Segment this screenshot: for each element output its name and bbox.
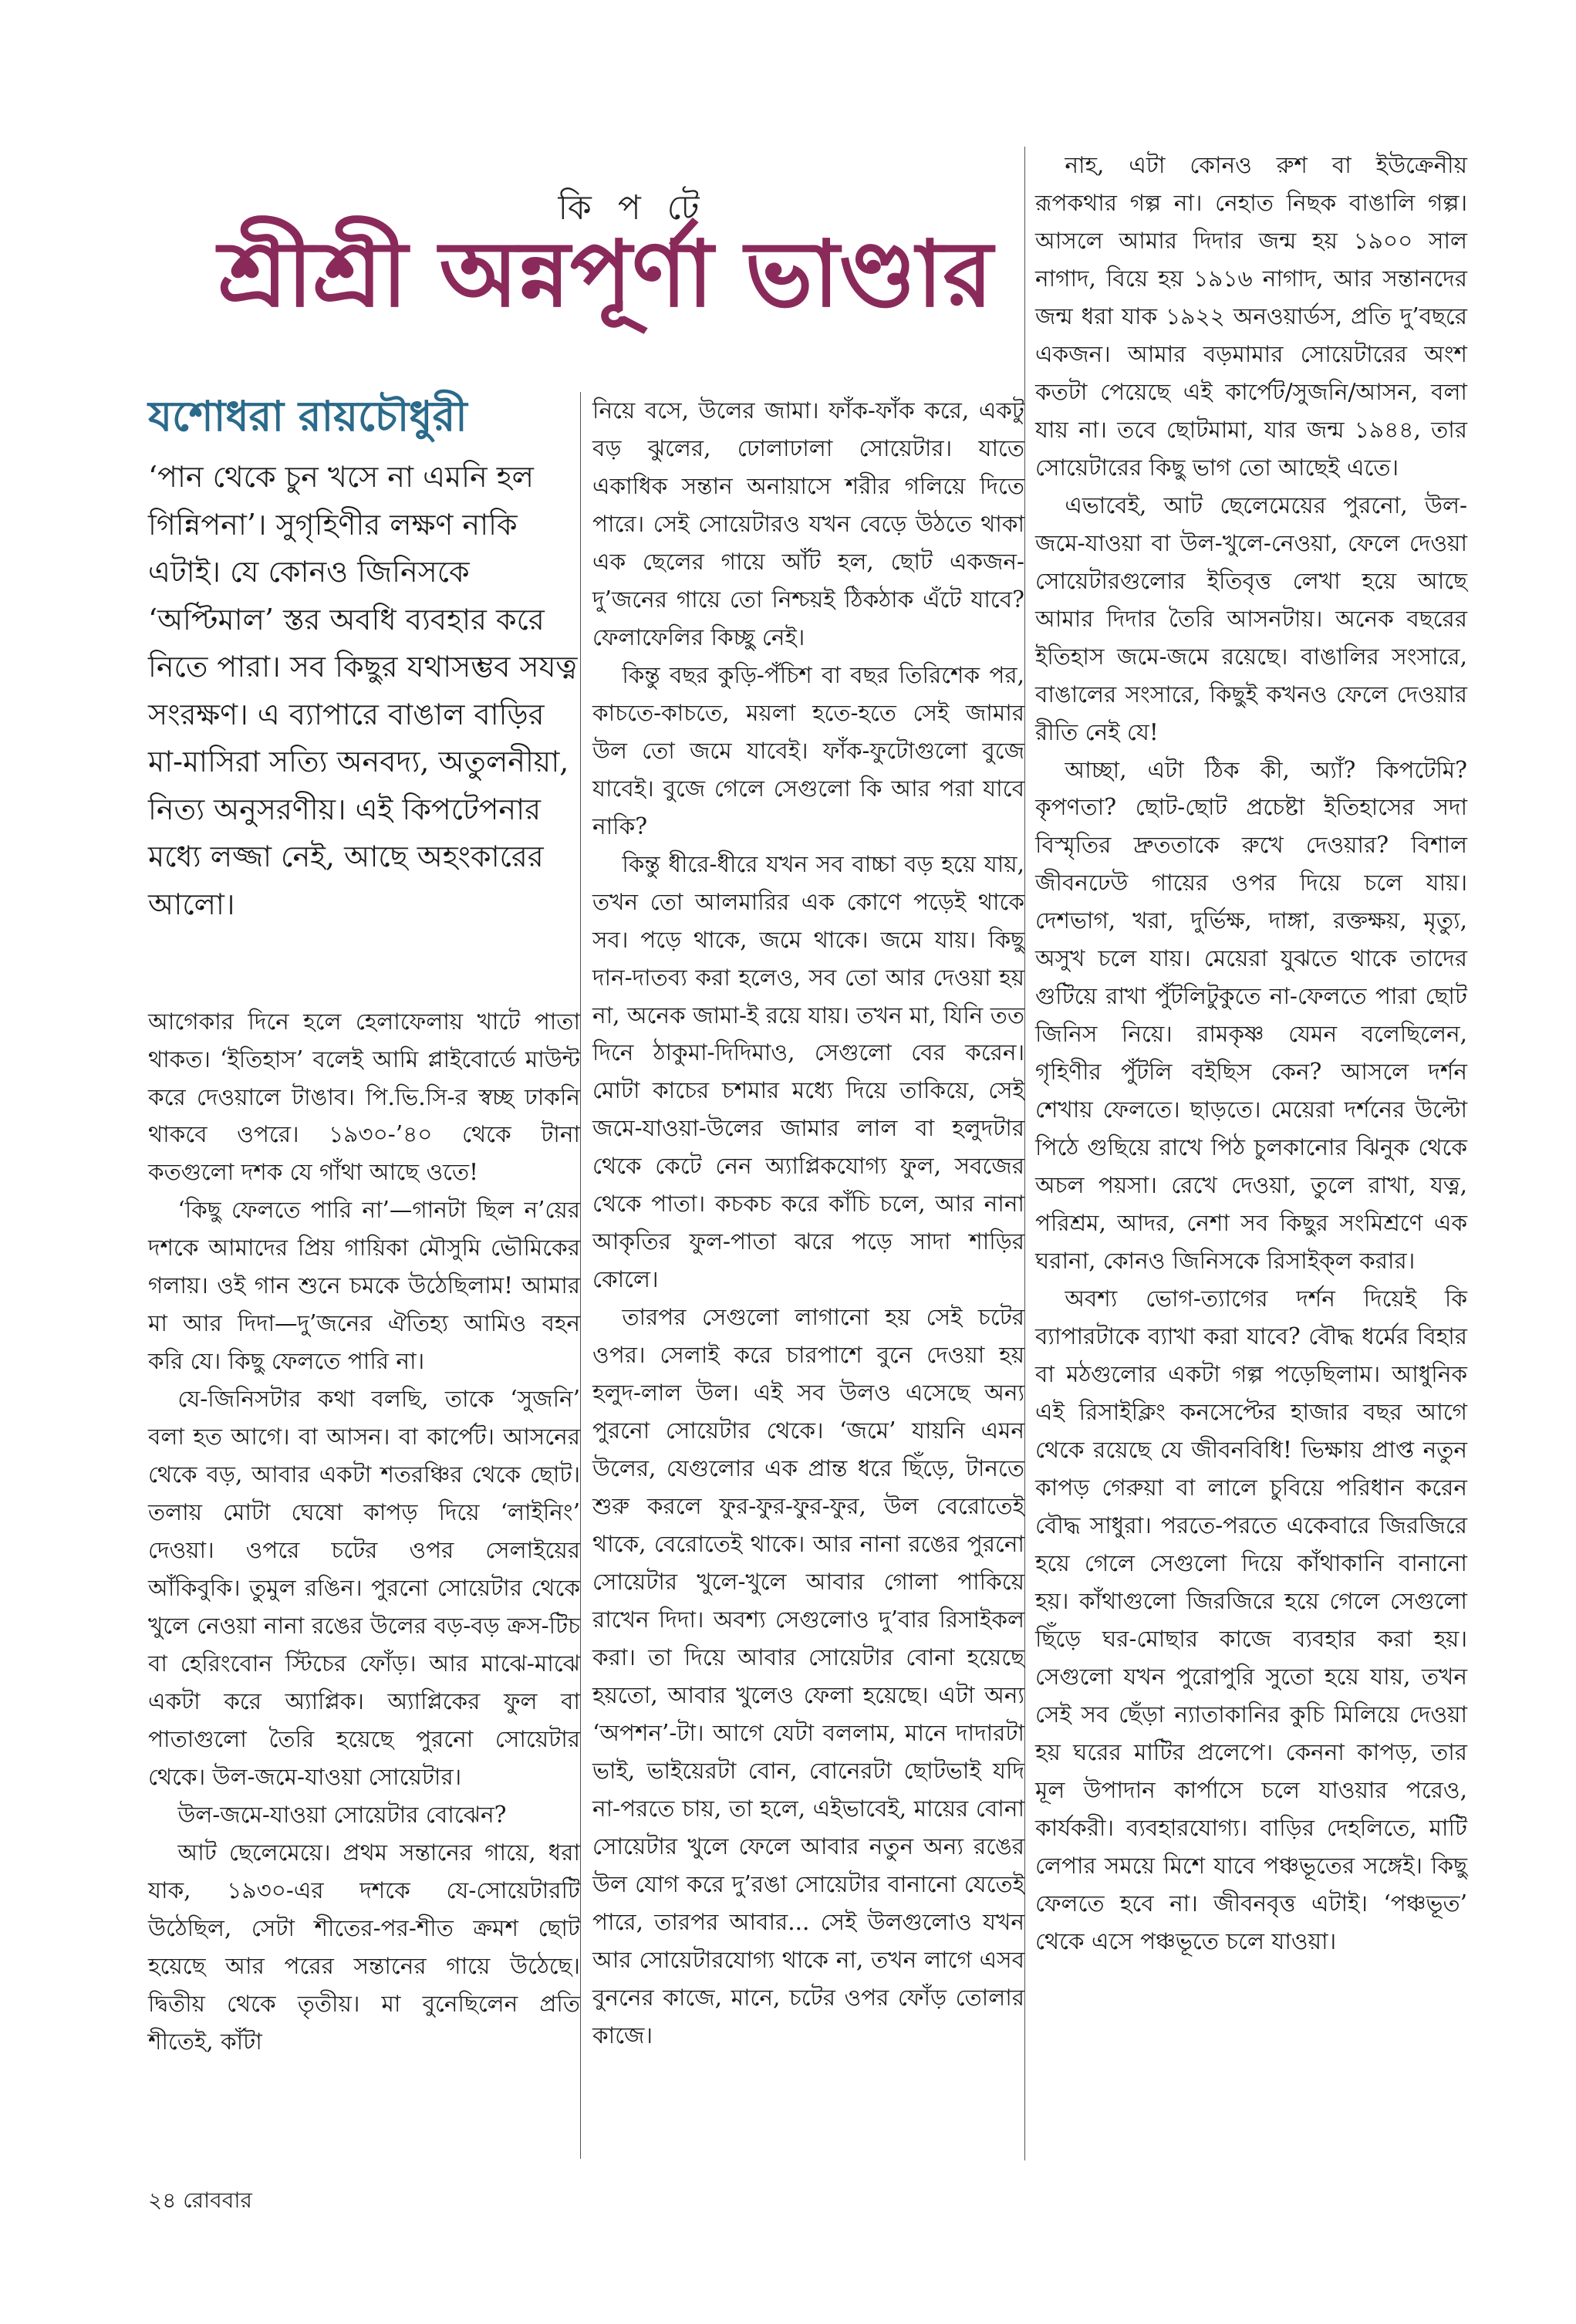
body-paragraph: কিন্তু ধীরে-ধীরে যখন সব বাচ্চা বড় হয়ে যায়, তখন তো আলমারির এক কোণে পড়েই থাকে সব। পড়ে থাকে, জমে থাকে। জমে যায়। কিছু দান-দাতব্য করা হলেও, সব তো আর দেওয়া হয় না, অনেক জামা-ই রয়ে যায়। তখন মা, যিনি তত দিনে ঠাকুমা-দিদিমাও, সেগুলো বের করেন। মোটা কাচের চশমার মধ্যে দিয়ে তাকিয়ে, সেই জমে-যাওয়া-উলের জামার লাল বা হলুদটার থেকে কেটে নেন অ্যাপ্লিকযোগ্য ফুল, সবজের থেকে পাতা। কচকচ করে কাঁচি চলে, আর নানা আকৃতির ফুল-পাতা ঝরে পড়ে সাদা শাড়ির কোলে। bbox=[592, 850, 1024, 1293]
body-paragraph: কিন্তু বছর কুড়ি-পঁচিশ বা বছর তিরিশেক পর, কাচতে-কাচতে, ময়লা হতে-হতে সেই জামার উল তো জমে যাবেই। ফাঁক-ফুটোগুলো বুজে যাবেই। বুজে গেলে সেগুলো কি আর পরা যাবে নাকি? bbox=[592, 661, 1024, 839]
body-paragraph: নাহ, এটা কোনও রুশ বা ইউক্রেনীয় রূপকথার গল্প না। নেহাত নিছক বাঙালি গল্প। আসলে আমার দিদার জন্ম হয় ১৯০০ সাল নাগাদ, বিয়ে হয় ১৯১৬ নাগাদ, আর সন্তানদের জন্ম ধরা যাক ১৯২২ অনওয়ার্ডস, প্রতি দু’বছরে একজন। আমার বড়মামার সোয়েটারের অংশ কতটা পেয়েছে এই কার্পেট/সুজনি/আসন, বলা যায় না। তবে ছোটমামা, যার জন্ম ১৯৪৪, তার সোয়েটারের কিছু ভাগ তো আছেই এতে। bbox=[1035, 152, 1467, 481]
article-title: শ্রীশ্রী অন্নপূর্ণা ভাণ্ডার bbox=[218, 220, 994, 327]
column-rule-1 bbox=[580, 392, 581, 2159]
body-paragraph: যে-জিনিসটার কথা বলছি, তাকে ‘সুজনি’ বলা হত আগে। বা আসন। বা কার্পেট। আসনের থেকে বড়, আবার একটা শতরঞ্চির থেকে ছোট। তলায় মোটা ঘেষো কাপড় দিয়ে ‘লাইনিং’ দেওয়া। ওপরে চটের ওপর সেলাইয়ের আঁকিবুকি। তুমুল রঙিন। পুরনো সোয়েটার থেকে খুলে নেওয়া নানা রঙের উলের বড়-বড় ক্রস-টিচ বা হেরিংবোন স্টিচের ফোঁড়। আর মাঝে-মাঝে একটা করে অ্যাপ্লিক। অ্যাপ্লিকের ফুল বা পাতাগুলো তৈরি হয়েছে পুরনো সোয়েটার থেকে। উল-জমে-যাওয়া সোয়েটার। bbox=[148, 1386, 580, 1790]
column-1 bbox=[148, 392, 580, 2061]
body-paragraph: নিয়ে বসে, উলের জামা। ফাঁক-ফাঁক করে, একটু বড় ঝুলের, ঢোলাঢালা সোয়েটার। যাতে একাধিক সন্তান অনায়াসে শরীর গলিয়ে দিতে পারে। সেই সোয়েটারও যখন বেড়ে উঠতে থাকা এক ছেলের গায়ে আঁট হল, ছোট একজন-দু’জনের গায়ে তো নিশ্চয়ই ঠিকঠাক এঁটে যাবে? ফেলাফেলির কিচ্ছু নেই। bbox=[592, 397, 1024, 650]
column-2 bbox=[592, 392, 1024, 2055]
body-paragraph: আচ্ছা, এটা ঠিক কী, অ্যাঁ? কিপটেমি? কৃপণতা? ছোট-ছোট প্রচেষ্টা ইতিহাসের সদা বিস্মৃতির দ্রুততাকে রুখে দেওয়ার? বিশাল জীবনঢেউ গায়ের ওপর দিয়ে চলে যায়। দেশভাগ, খরা, দুর্ভিক্ষ, দাঙ্গা, রক্তক্ষয়, মৃত্যু, অসুখ চলে যায়। মেয়েরা যুঝতে থাকে তাদের গুটিয়ে রাখা পুঁটলিটুকুতে না-ফেলতে পারা ছোট জিনিস নিয়ে। রামকৃষ্ণ যেমন বলেছিলেন, গৃহিণীর পুঁটলি বইছিস কেন? আসলে দর্শন শেখায় ফেলতে। ছাড়তে। মেয়েরা দর্শনের উল্টো পিঠে গুছিয়ে রাখে পিঠ চুলকানোর ঝিনুক থেকে অচল পয়সা। রেখে দেওয়া, তুলে রাখা, যত্ন, পরিশ্রম, আদর, নেশা সব কিছুর সংমিশ্রণে এক ঘরানা, কোনও জিনিসকে রিসাইক্‌ল করার। bbox=[1035, 756, 1467, 1275]
body-paragraph: তারপর সেগুলো লাগানো হয় সেই চটের ওপর। সেলাই করে চারপাশে বুনে দেওয়া হয় হলুদ-লাল উল। এই সব উলও এসেছে অন্য পুরনো সোয়েটার থেকে। ‘জমে’ যায়নি এমন উলের, যেগুলোর এক প্রান্ত ধরে ছিঁড়ে, টানতে শুরু করলে ফুর-ফুর-ফুর-ফুর, উল বেরোতেই থাকে, বেরোতেই থাকে। আর নানা রঙের পুরনো সোয়েটার খুলে-খুলে আবার গোলা পাকিয়ে রাখেন দিদা। অবশ্য সেগুলোও দু’বার রিসাইকল করা। তা দিয়ে আবার সোয়েটার বোনা হয়েছে হয়তো, আবার খুলেও ফেলা হয়েছে। এটা অন্য ‘অপশন’-টা। আগে যেটা বললাম, মানে দাদারটা ভাই, ভাইয়েরটা বোন, বোনেরটা ছোটভাই যদি না-পরতে চায়, তা হলে, এইভাবেই, মায়ের বোনা সোয়েটার খুলে ফেলে আবার নতুন অন্য রঙের উল যোগ করে দু’রঙা সোয়েটার বানানো যেতেই পারে, তারপর আবার... সেই উলগুলোও যখন আর সোয়েটারযোগ্য থাকে না, তখন লাগে এসব বুননের কাজে, মানে, চটের ওপর ফোঁড় তোলার কাজে। bbox=[592, 1304, 1024, 2049]
body-paragraph: ‘কিছু ফেলতে পারি না’—গানটা ছিল ন’য়ের দশকে আমাদের প্রিয় গায়িকা মৌসুমি ভৌমিকের গলায়। ওই গান শুনে চমকে উঠেছিলাম! আমার মা আর দিদা—দু’জনের ঐতিহ্য আমিও বহন করি যে। কিছু ফেলতে পারি না। bbox=[148, 1197, 580, 1375]
body-paragraph: উল-জমে-যাওয়া সোয়েটার বোঝেন? bbox=[177, 1801, 507, 1828]
page-footer: ২৪ রোববার bbox=[148, 2187, 252, 2213]
column-3 bbox=[1035, 147, 1467, 1961]
body-paragraph: আগেকার দিনে হলে হেলাফেলায় খাটে পাতা থাকত। ‘ইতিহাস’ বলেই আমি প্লাইবোর্ডে মাউন্ট করে দেওয়ালে টাঙাব। পি.ভি.সি-র স্বচ্ছ ঢাকনি থাকবে ওপরে। ১৯৩০-’৪০ থেকে টানা কতগুলো দশক যে গাঁথা আছে ওতে! bbox=[148, 1008, 580, 1186]
author-name: যশোধরা রায়চৌধুরী bbox=[148, 391, 467, 441]
column-rule-2 bbox=[1024, 147, 1025, 2160]
section-kicker: কি প টে bbox=[558, 188, 707, 228]
body-paragraph: অবশ্য ভোগ-ত্যাগের দর্শন দিয়েই কি ব্যাপারটাকে ব্যাখা করা যাবে? বৌদ্ধ ধর্মের বিহার বা মঠগুলোর একটা গল্প পড়েছিলাম। আধুনিক এই রিসাইক্লিং কনসেপ্টের হাজার বছর আগে থেকে রয়েছে যে জীবনবিধি! ভিক্ষায় প্রাপ্ত নতুন কাপড় গেরুয়া বা লালে চুবিয়ে পরিধান করেন বৌদ্ধ সাধুরা। পরতে-পরতে একেবারে জিরজিরে হয়ে গেলে সেগুলো দিয়ে কাঁথাকানি বানানো হয়। কাঁথাগুলো জিরজিরে হয়ে গেলে সেগুলো ছিঁড়ে ঘর-মোছার কাজে ব্যবহার করা হয়। সেগুলো যখন পুরোপুরি সুতো হয়ে যায়, তখন সেই সব ছেঁড়া ন্যাতাকানির কুচি মিলিয়ে দেওয়া হয় ঘরের মাটির প্রলেপে। কেননা কাপড়, তার মূল উপাদান কার্পাসে চলে যাওয়ার পরেও, কার্যকরী। ব্যবহারযোগ্য। বাড়ির দেহলিতে, মাটি লেপার সময়ে মিশে যাবে পঞ্চভূতের সঙ্গেই। কিছু ফেলতে হবে না। জীবনবৃত্ত এটাই। ‘পঞ্চভূত’ থেকে এসে পঞ্চভূতে চলে যাওয়া। bbox=[1035, 1285, 1467, 1954]
standfirst: ‘পান থেকে চুন খসে না এমনি হল গিন্নিপনা’। সুগৃহিণীর লক্ষণ নাকি এটাই। যে কোনও জিনিসকে ‘অপ্টিমাল’ স্তর অবধি ব্যবহার করে নিতে পারা। সব কিছুর যথাসম্ভব সযত্ন সংরক্ষণ। এ ব্যাপারে বাঙাল বাড়ির মা-মাসিরা সত্যি অনবদ্য, অতুলনীয়া, নিত্য অনুসরণীয়। এই কিপটেপনার মধ্যে লজ্জা নেই, আছে অহংকারের আলো। bbox=[148, 460, 578, 922]
body-paragraph: এভাবেই, আট ছেলেমেয়ের পুরনো, উল-জমে-যাওয়া বা উল-খুলে-নেওয়া, ফেলে দেওয়া সোয়েটারগুলোর ইতিবৃত্ত লেখা হয়ে আছে আমার দিদার তৈরি আসনটায়। অনেক বছরের ইতিহাস জমে-জমে রয়েছে। বাঙালির সংসারে, বাঙালের সংসারে, কিছুই কখনও ফেলে দেওয়ার রীতি নেই যে! bbox=[1035, 491, 1467, 745]
body-paragraph: আট ছেলেমেয়ে। প্রথম সন্তানের গায়ে, ধরা যাক, ১৯৩০-এর দশকে যে-সোয়েটারটি উঠেছিল, সেটা শীতের-পর-শীত ক্রমশ ছোট হয়েছে আর পরের সন্তানের গায়ে উঠেছে। দ্বিতীয় থেকে তৃতীয়। মা বুনেছিলেন প্রতি শীতেই, কাঁটা bbox=[148, 1839, 580, 2055]
